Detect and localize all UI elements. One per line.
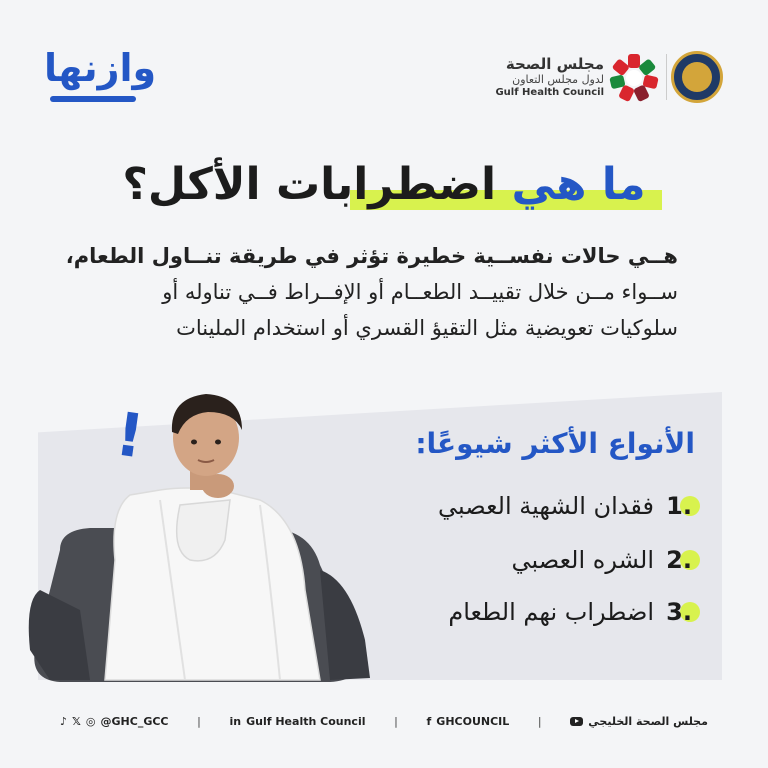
footer-facebook-text: GHCOUNCIL [436, 714, 510, 728]
intro-line-2: ســواء مــن خلال تقييــد الطعــام أو الإفــراط فــي تناوله أو [162, 280, 678, 304]
footer-facebook[interactable] [427, 715, 510, 728]
brand-underline [50, 96, 136, 102]
footer-handle-text: @GHC_GCC [100, 714, 169, 728]
gcc-seal-logo [671, 51, 723, 103]
council-name-ar: مجلس الصحة [505, 55, 604, 73]
list-item-number: 3. [666, 598, 692, 626]
title-part-2: اضطرابات الأكل؟ [122, 159, 497, 210]
brand-logo [44, 46, 157, 102]
instagram-icon: ◎ [85, 714, 96, 728]
facebook-icon: f [426, 714, 432, 728]
list-item-number: 1. [666, 492, 692, 520]
footer-linkedin[interactable] [230, 715, 366, 728]
list-item [380, 542, 700, 578]
intro-paragraph [65, 238, 678, 346]
list-item-text: فقدان الشهية العصبي [438, 492, 654, 520]
gcc-seal-center [682, 62, 712, 92]
tiktok-icon: ♪ [60, 714, 68, 728]
list-title: الأنواع الأكثر شيوعًا: [415, 427, 695, 460]
list-item-text: اضطراب نهم الطعام [448, 598, 654, 626]
intro-line-3: سلوكيات تعويضية مثل التقيؤ القسري أو استخدام الملينات [176, 316, 678, 340]
list-item-text: الشره العصبي [511, 546, 654, 574]
council-name-en: Gulf Health Council [495, 87, 604, 98]
x-icon: 𝕏 [72, 714, 81, 728]
youtube-icon [570, 717, 583, 726]
footer-divider: | [537, 714, 542, 728]
council-star-logo [608, 52, 660, 104]
page-title [100, 150, 668, 222]
intro-line-1: هــي حالات نفســية خطيرة تؤثر في طريقة تنــاول الطعام، [65, 244, 678, 268]
council-name [486, 55, 604, 99]
council-subtitle-ar: لدول مجلس التعاون [512, 73, 604, 86]
list-item [380, 488, 700, 524]
exclamation-mark-icon: ! [111, 399, 149, 473]
footer-linkedin-text: Gulf Health Council [246, 714, 366, 728]
linkedin-icon: in [229, 714, 242, 728]
footer-youtube[interactable] [570, 715, 708, 728]
social-footer [60, 708, 708, 734]
logo-divider [666, 54, 667, 100]
footer-youtube-text: مجلس الصحة الخليجي [588, 714, 708, 728]
thinking-boy-illustration [20, 390, 410, 690]
list-item [380, 594, 700, 630]
footer-divider: | [394, 714, 398, 728]
footer-divider: | [197, 714, 201, 728]
title-part-1: ما هي [511, 159, 646, 210]
footer-handle[interactable] [60, 715, 169, 728]
list-item-number: 2. [666, 546, 692, 574]
title-text [100, 150, 668, 220]
brand-name: وازنها [44, 46, 157, 90]
